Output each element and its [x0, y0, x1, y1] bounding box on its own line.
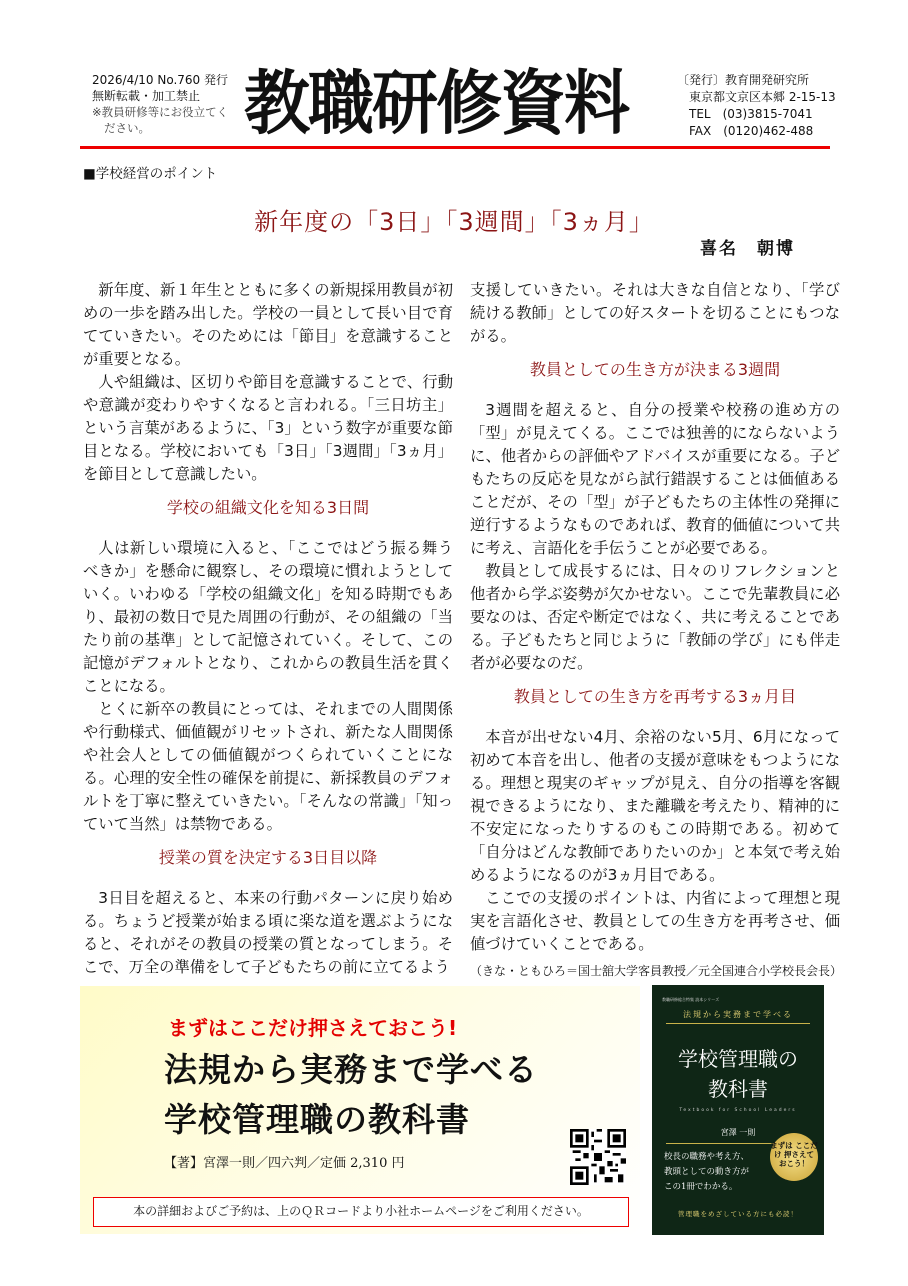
subheading: 学校の組織文化を知る3日間 — [166, 498, 370, 517]
book-series: 教職研修総合特集 読本シリーズ — [662, 997, 720, 1002]
book-title-1: 学校管理職の — [678, 1047, 798, 1071]
book-title-2: 教科書 — [708, 1077, 768, 1101]
usage-note-cont: ださい。 — [104, 121, 150, 135]
author-byline: （きな・ともひろ＝国士舘大学客員教授／元全国連合小学校長会長） — [470, 964, 843, 978]
book-english-title: Textbook for School Leaders — [679, 1108, 797, 1113]
masthead-title: 教職研修資料 — [244, 63, 628, 144]
publisher-address: 東京都文京区本郷 2-15-13 — [689, 90, 836, 104]
usage-note: ※教員研修等にお役立てく — [92, 105, 229, 119]
paragraph: ここでの支援のポイントは、内省によって理想と現実を言語化させ、教員としての生き方を再考させ、価値づけていくことである。 — [470, 889, 840, 953]
ad-order-notice: 本の詳細およびご予約は、上のＱＲコードより小社ホームページをご利用ください。 — [93, 1197, 629, 1227]
ad-title-line-1: 法規から実務まで学べる — [164, 1050, 538, 1089]
paragraph: 本音が出せない4月、余裕のない5月、6月になって初めて本音を出し、他者の支援が意味をもつようになる。理想と現実のギャップが見え、自分の指導を客観視できるようになり、また離職を考えたり、精神的に不安定になったりするのもこの時期である。初めて「自分はどんな教師でありたいのか」と本気で考え始めるようになるのが3ヵ月目である。 — [470, 728, 840, 884]
book-author: 宮澤 一則 — [720, 1128, 756, 1137]
book-copy-line: 教頭としての動き方が — [664, 1167, 750, 1177]
book-cover-image — [652, 985, 824, 1235]
ad-catchphrase: まずはここだけ押さえておこう! — [168, 1016, 458, 1040]
ad-book-info: 【著】宮澤一則／四六判／定価 2,310 円 — [164, 1156, 405, 1171]
paragraph: 支援していきたい。それは大きな自信となり、「学び続ける教師」としての好スタートを切ることにもつながる。 — [470, 281, 840, 345]
book-subtitle: 法規から実務まで学べる — [666, 1009, 810, 1024]
paragraph: 教員として成長するには、日々のリフレクションと他者から学ぶ姿勢が欠かせない。ここで先輩教員に必要なのは、否定や断定ではなく、共に考えることである。子どもたちと同じように「教師の学び」にも伴走者が必要なのだ。 — [470, 562, 840, 672]
book-copy-line: この1冊でわかる。 — [664, 1182, 738, 1192]
publisher-info — [677, 72, 836, 140]
ad-title-line-2: 学校管理職の教科書 — [164, 1100, 470, 1139]
copyright-notice: 無断転載・加工禁止 — [92, 89, 201, 103]
publisher-fax: FAX (0120)462-488 — [689, 124, 814, 138]
paragraph: 3週間を超えると、自分の授業や校務の進め方の「型」が見えてくる。ここでは独善的にならないように、他者からの評価やアドバイスが重要になる。子どもたちの反応を見ながら試行錯誤することは価値あることだが、その「型」が子どもたちの主体性の発揮に逆行するようなものであれば、教育的価値について共に考え、言語化を手伝うことが必要である。 — [470, 401, 840, 557]
article-column-right — [470, 279, 843, 983]
book-divider — [666, 1143, 776, 1144]
publisher-tel: TEL (03)3815-7041 — [689, 107, 813, 121]
qr-code-icon[interactable] — [570, 1129, 626, 1185]
book-seal-badge: まずは ここだけ 押さえて おこう！ — [770, 1133, 818, 1181]
book-copy — [664, 1150, 749, 1195]
article-title: 新年度の「3日」「3週間」「3ヵ月」 — [254, 208, 654, 236]
header-divider — [80, 146, 830, 149]
publisher-name: 〔発行〕教育開発研究所 — [677, 73, 810, 87]
paragraph: 人は新しい環境に入ると、「ここではどう振る舞うべきか」を懸命に観察し、その環境に慣れようとしていく。いわゆる「学校の組織文化」を知る時期でもあり、最初の数日で見た周囲の行動が、その組織の「当たり前の基準」として記憶されていく。そして、この記憶がデフォルトとなり、これからの教員生活を貫くことになる。 — [83, 539, 453, 695]
paragraph: 新年度、新１年生とともに多くの新規採用教員が初めの一歩を踏み出した。学校の一員として長い目で育てていきたい。そのためには「節目」を意識することが重要となる。 — [83, 281, 453, 368]
book-copy-line: 校長の職務や考え方、 — [664, 1152, 750, 1162]
paragraph: 人や組織は、区切りや節目を意識することで、行動や意識が変わりやすくなると言われる。「三日坊主」という言葉があるように、「3」という数字が重要な節目となる。学校においても「3日」「3週間」「3ヵ月」を節目として意識したい。 — [83, 373, 453, 483]
header-meta — [92, 72, 242, 136]
paragraph: とくに新卒の教員にとっては、それまでの人間関係や行動様式、価値観がリセットされ、新たな人間関係や社会人としての価値観がつくられていくことになる。心理的安全性の確保を前提に、新採教員のデフォルトを丁寧に整えていきたい。「そんなの常識」「知っていて当然」は禁物である。 — [83, 700, 453, 833]
issue-info: 2026/4/10 No.760 発行 — [92, 73, 228, 87]
book-advertisement — [80, 986, 640, 1234]
section-label: ■学校経営のポイント — [83, 166, 218, 182]
paragraph: 3日目を超えると、本来の行動パターンに戻り始める。ちょうど授業が始まる頃に楽な道を選ぶようになると、それがその教員の授業の質となってしまう。そこで、万全の準備をして子どもたちの前に立てるよう — [83, 889, 453, 976]
article-author: 喜名 朝博 — [700, 239, 795, 259]
article-column-left — [83, 279, 453, 979]
subheading: 教員としての生き方を再考する3ヵ月目 — [513, 687, 797, 706]
book-footer-text: 管理職をめざしている方にも必読！ — [678, 1210, 798, 1218]
subheading: 教員としての生き方が決まる3週間 — [529, 360, 781, 379]
subheading: 授業の質を決定する3日目以降 — [158, 848, 378, 867]
